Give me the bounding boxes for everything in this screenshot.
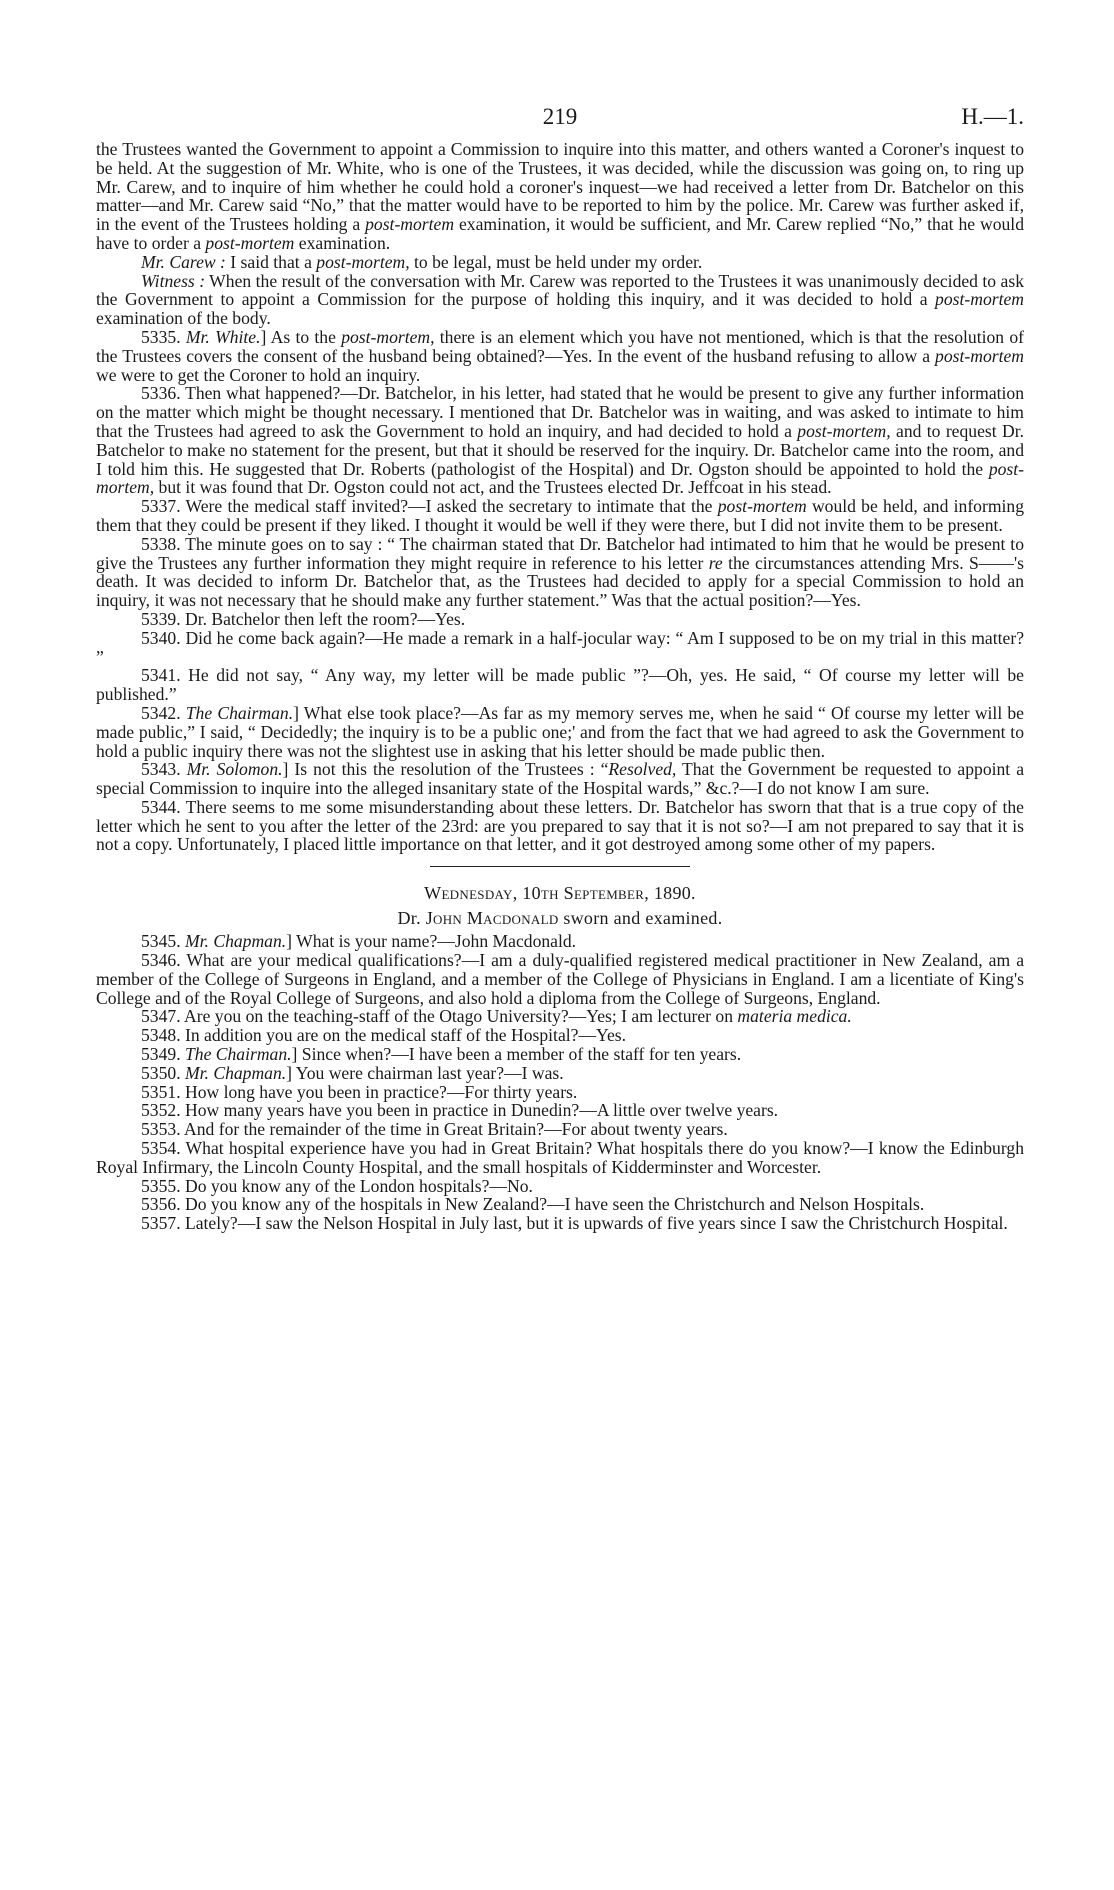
text-segment: 5352. How many years have you been in practice in Dunedin?—A little over twelve years. (141, 1100, 779, 1121)
text-segment: 5339. Dr. Batchelor then left the room?—Yes. (141, 608, 466, 629)
text-segment: ] Since when?—I have been a member of the staff for ten years. (291, 1044, 742, 1065)
witness-name: John Macdonald (425, 908, 559, 929)
italic-text: Mr. Chapman. (184, 931, 287, 952)
text-segment: we were to get the Coroner to hold an inquiry. (96, 364, 421, 385)
paragraph (96, 951, 1024, 1007)
paragraph (96, 1083, 1024, 1102)
text-segment: examination. (294, 232, 391, 253)
text-segment: ] What else took place?—As far as my memory serves me, when he said “ Of course my letter will be made public,” I said, “ Decidedly; the inquiry is to be a public one;' and from the fact that we had agreed to ask the Government to hold a public inquiry there was not the slightest use in asking that his letter should be made public then. (96, 702, 1024, 761)
text-segment: ] You were chairman last year?—I was. (286, 1062, 564, 1083)
paragraph (96, 1045, 1024, 1064)
italic-text: post-mortem (205, 232, 295, 253)
paragraph (96, 1064, 1024, 1083)
italic-text: Witness : (141, 270, 206, 291)
italic-text: post-mortem (365, 214, 455, 235)
text-segment: 5341. He did not say, “ Any way, my letter will be made public ”?—Oh, yes. He said, “ Of course my letter will be published.” (96, 665, 1024, 705)
testimony-section-2 (96, 932, 1024, 1233)
document-page (96, 104, 1024, 1233)
text-segment: I said that a (225, 251, 317, 272)
text-segment: 5345. (141, 931, 185, 952)
text-segment: ] Is not this the resolution of the Trustees : “ (282, 759, 609, 780)
paragraph (96, 1026, 1024, 1045)
witness-suffix: sworn and examined. (558, 908, 723, 929)
paragraph (96, 666, 1024, 704)
witness-heading (96, 908, 1024, 928)
paragraph (96, 610, 1024, 629)
italic-text: materia medica. (737, 1006, 852, 1027)
italic-text: post-mortem, (96, 458, 1024, 498)
italic-text: Resolved, (608, 759, 677, 780)
italic-text: post-mortem, (341, 326, 435, 347)
paragraph (96, 535, 1024, 610)
testimony-section-1 (96, 140, 1024, 854)
paragraph (96, 798, 1024, 854)
paragraph (96, 932, 1024, 951)
page-header (96, 104, 1024, 140)
paragraph (96, 497, 1024, 535)
italic-text: Mr. Solomon. (186, 759, 283, 780)
document-reference: H.—1. (961, 104, 1024, 129)
italic-text: Mr. White. (185, 326, 261, 347)
text-segment: 5346. What are your medical qualifications?—I am a duly-qualified registered medical practitioner in New Zealand, am a member of the College of Surgeons in England, and a member of the College of Physicians in England. I am a licentiate of King's College and of the Royal College of Surgeons, and also hold a diploma from the College of Surgeons, England. (96, 950, 1024, 1008)
section-date-heading: Wednesday, 10th September, 1890. (424, 883, 696, 904)
italic-text: post-mortem (935, 289, 1024, 310)
text-segment: 5348. In addition you are on the medical staff of the Hospital?—Yes. (141, 1025, 627, 1046)
paragraph (96, 760, 1024, 798)
paragraph (96, 1101, 1024, 1120)
paragraph (96, 1007, 1024, 1026)
paragraph (96, 1214, 1024, 1233)
paragraph (96, 629, 1024, 667)
text-segment: but it was found that Dr. Ogston could not act, and the Trustees elected Dr. Jeffcoat in his stead. (154, 477, 832, 498)
text-segment: the Trustees wanted the Government to appoint a Commission to inquire into this matter, and others wanted a Coroner's inquest to be held. At the suggestion of Mr. White, who is one of the Trustees, it was decided, while the discussion was going on, to ring up Mr. Carew, and to inquire of him whether he could hold a coroner's inquest—we had received a letter from Dr. Batchelor on this matter—and Mr. Carew said “No,” that the matter would have to be reported to him by the police. Mr. Carew was further asked if, in the event of the Trustees holding a (96, 139, 1024, 235)
text-segment: examination, it would be sufficient, and Mr. Carew replied “No,” that he would have to order a (96, 214, 1024, 253)
page-number: 219 (542, 104, 578, 129)
witness-prefix: Dr. (397, 908, 426, 929)
section-divider (430, 866, 690, 867)
text-segment: When the result of the conversation with Mr. Carew was reported to the Trustees it was unanimously decided to ask the Government to appoint a Commission for the purpose of holding this inquiry, and it was decided to hold a (96, 270, 1024, 310)
text-segment: 5347. Are you on the teaching-staff of the Otago University?—Yes; I am lecturer on (141, 1006, 738, 1027)
text-segment: 5353. And for the remainder of the time in Great Britain?—For about twenty years. (141, 1119, 728, 1140)
paragraph (96, 704, 1024, 760)
text-segment: 5336. Then what happened?—Dr. Batchelor, in his letter, had stated that he would be present to give any further information on the matter which might be thought necessary. I mentioned that Dr. Batchelor was in waiting, and was asked to intimate to him that the Trustees had agreed to ask the Government to hold an inquiry, and had decided to hold a (96, 383, 1024, 441)
paragraph (96, 1139, 1024, 1177)
text-segment: 5342. (141, 702, 186, 723)
text-segment: 5335. (141, 326, 186, 347)
text-segment: ] As to the (260, 326, 342, 347)
text-segment: 5343. (141, 759, 187, 780)
text-segment: 5340. Did he come back again?—He made a remark in a half-jocular way: “ Am I supposed to be on my trial in this matter? ” (96, 627, 1024, 667)
italic-text: The Chairman. (185, 702, 294, 723)
text-segment: 5356. Do you know any of the hospitals in New Zealand?—I have seen the Christchurch and Nelson Hospitals. (141, 1194, 925, 1215)
paragraph (96, 1120, 1024, 1139)
text-segment: examination of the body. (96, 308, 271, 329)
text-segment: 5350. (141, 1062, 185, 1083)
text-segment: 5338. The minute goes on to say : “ The chairman stated that Dr. Batchelor had intimated to him that he would be present to give the Trustees any further information they might require in reference to his letter (96, 533, 1024, 573)
italic-text: post-mortem (935, 345, 1024, 366)
paragraph (96, 384, 1024, 497)
text-segment: would be held, and informing them that they could be present if they liked. I thought it would be well if they were there, but I did not invite them to be present. (96, 496, 1024, 535)
text-segment: to be legal, must be held under my order. (409, 251, 703, 272)
text-segment: 5349. (141, 1044, 185, 1065)
paragraph (96, 1177, 1024, 1196)
italic-text: post-mortem (717, 496, 807, 517)
text-segment: 5355. Do you know any of the London hospitals?—No. (141, 1175, 533, 1196)
text-segment: and to request Dr. Batchelor to make no statement for the present, but that it should be reserved for the inquiry. Dr. Batchelor came into the room, and I told him this. He suggested that Dr. Roberts (pathologist of the Hospital) and Dr. Ogston should be appointed to hold the (96, 420, 1024, 479)
text-segment: 5344. There seems to me some misunderstanding about these letters. Dr. Batchelor has sworn that that is a true copy of the letter which he sent to you after the letter of the 23rd: are you prepared to say that it is not so?—I am not prepared to say that it is not a copy. Unfortunately, I placed little importance on that letter, and it got destroyed among some other of my papers. (96, 796, 1024, 855)
paragraph (96, 272, 1024, 328)
paragraph (96, 253, 1024, 272)
text-segment: 5337. Were the medical staff invited?—I asked the secretary to intimate that the (141, 496, 718, 517)
text-segment: 5351. How long have you been in practice?—For thirty years. (141, 1081, 578, 1102)
text-segment: the circumstances attending Mrs. S——'s death. It was decided to inform Dr. Batchelor that, as the Trustees had decided to apply for a special Commission to hold an inquiry, it was not necessary that he should make any further statement.” Was that the actual position?—Yes. (96, 552, 1024, 611)
italic-text: post-mortem, (797, 420, 891, 441)
italic-text: The Chairman. (184, 1044, 292, 1065)
italic-text: Mr. Chapman. (184, 1062, 287, 1083)
paragraph (96, 140, 1024, 253)
italic-text: post-mortem, (316, 251, 410, 272)
text-segment: there is an element which you have not mentioned, which is that the resolution of the Trustees covers the consent of the husband being obtained?—Yes. In the event of the husband refusing to allow a (96, 326, 1025, 366)
text-segment: 5357. Lately?—I saw the Nelson Hospital in July last, but it is upwards of five years since I saw the Christchurch Hospital. (141, 1213, 1008, 1234)
text-segment: ] What is your name?—John Macdonald. (286, 931, 577, 952)
text-segment: 5354. What hospital experience have you had in Great Britain? What hospitals there do you know?—I know the Edinburgh Royal Infirmary, the Lincoln County Hospital, and the small hospitals of Kidderminster and Worcester. (96, 1138, 1024, 1177)
text-segment: That the Government be requested to appoint a special Commission to inquire into the alleged insanitary state of the Hospital wards,” &c.?—I do not know I am sure. (96, 759, 1025, 799)
italic-text: Mr. Carew : (141, 251, 226, 272)
italic-text: re (708, 552, 723, 573)
paragraph (96, 1195, 1024, 1214)
paragraph (96, 328, 1024, 384)
